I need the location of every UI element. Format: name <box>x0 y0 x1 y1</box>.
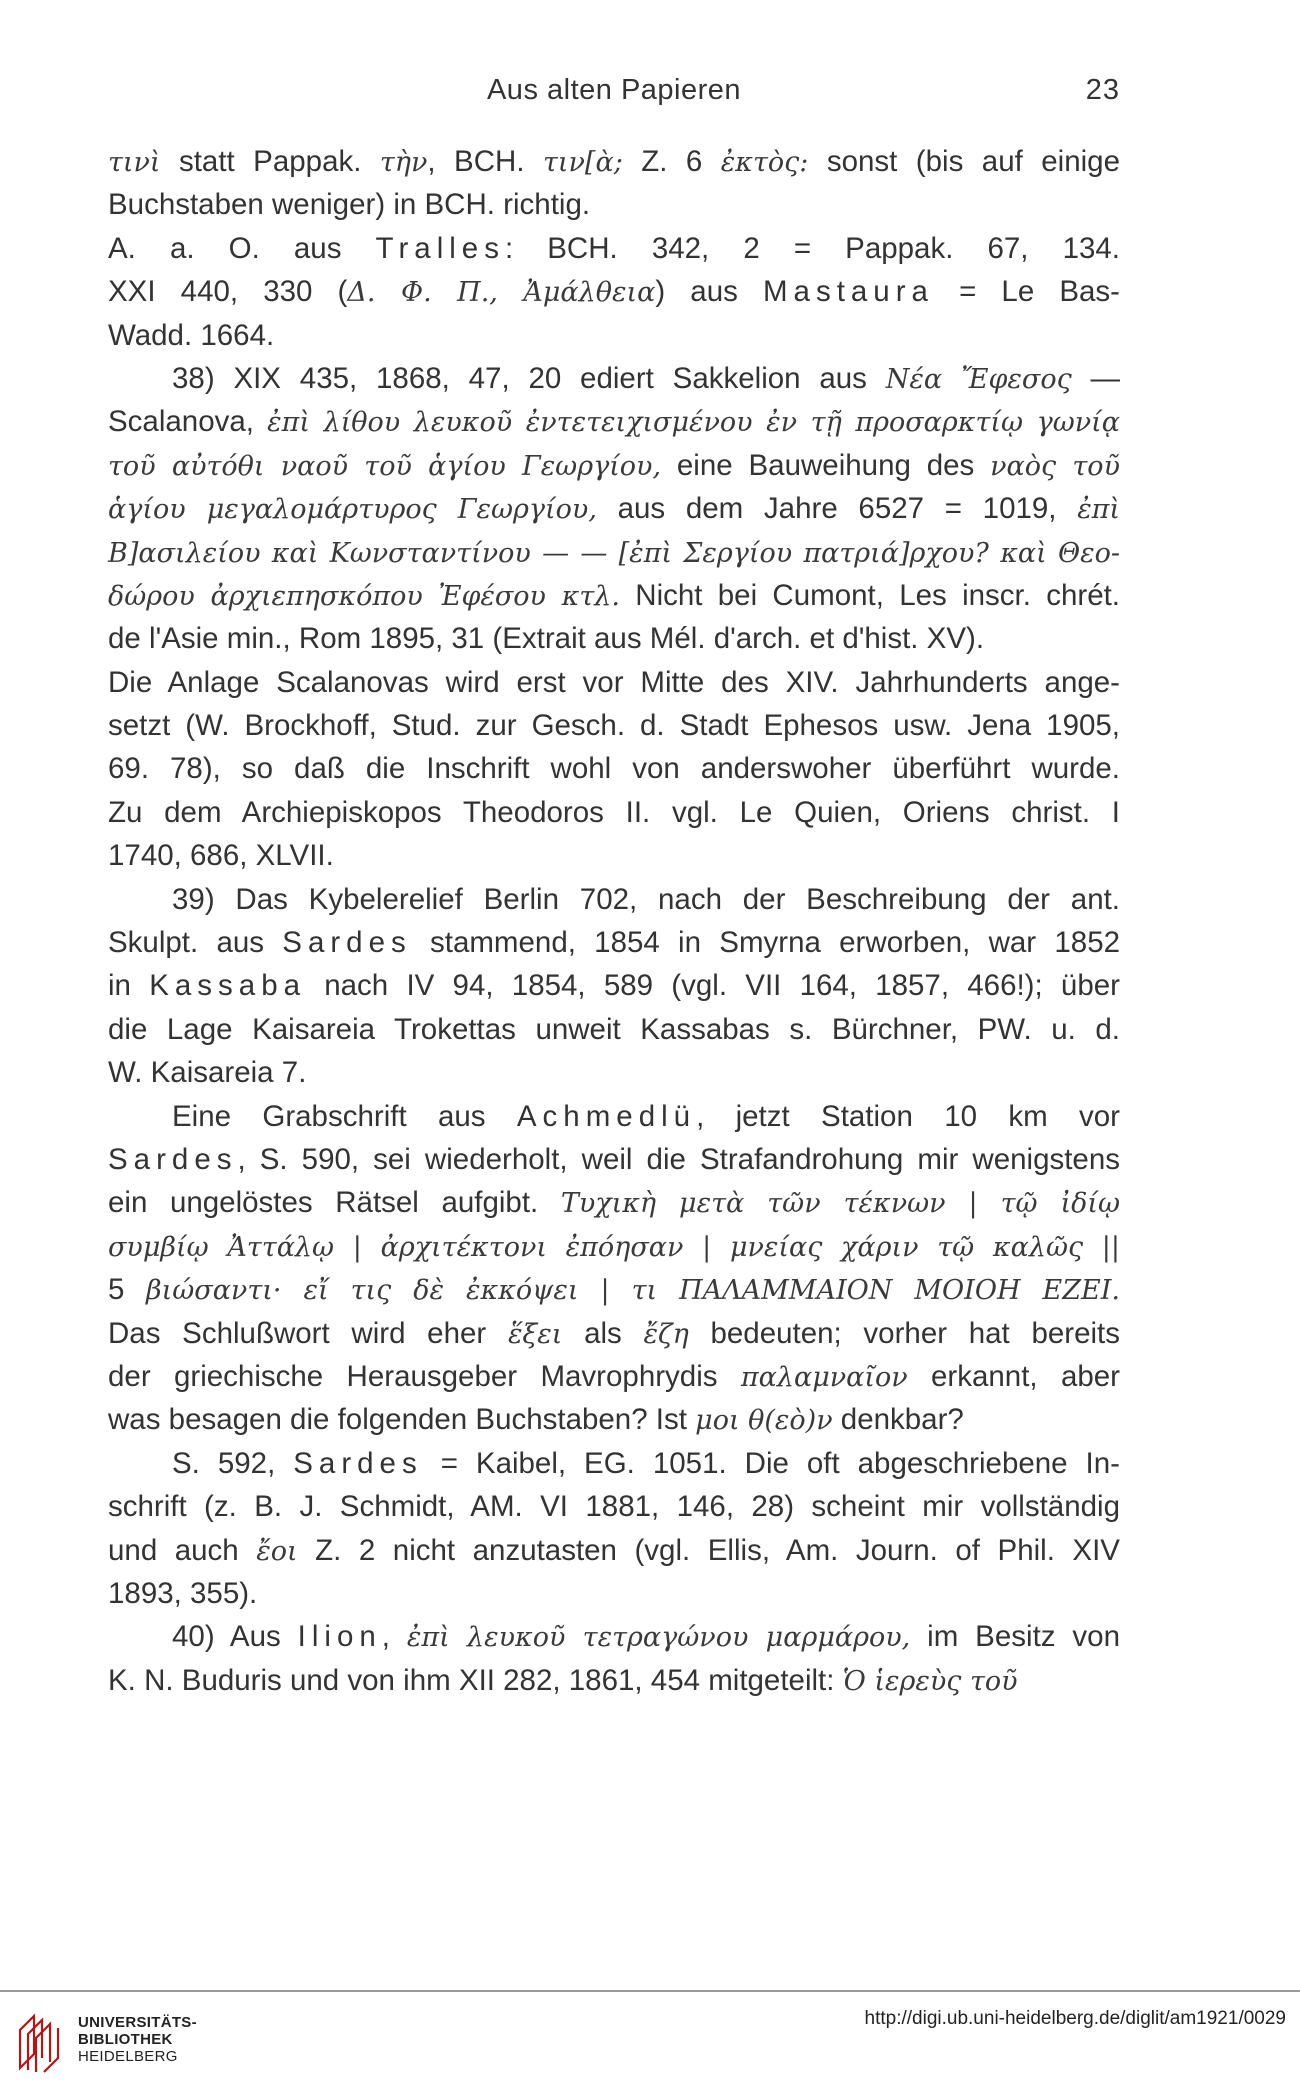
text-segment: Nicht bei Cumont, Les inscr. chrét. <box>619 578 1120 612</box>
spaced-place-name: Sardes <box>108 1142 238 1176</box>
text-segment: W. Kaisareia 7. <box>108 1056 307 1090</box>
greek-text: Νέα Ἔφεσος <box>885 363 1072 395</box>
greek-text: ἕξει <box>507 1318 563 1350</box>
text-segment: , BCH. <box>427 145 543 178</box>
text-segment: Zu dem Archiepiskopos Theodoros II. vgl. Le Quien, Oriens christ. I <box>108 795 1120 829</box>
greek-text: βιώσαντι· εἴ τις δὲ ἐκκόψει | τι ΠΑΛΑΜΜΑΙΟΝ ΜΟΙΟΗ ΕΖΕΙ. <box>146 1275 1120 1307</box>
text-segment: Skulpt. aus <box>108 926 283 960</box>
text-line <box>108 661 1120 704</box>
library-name-line: HEIDELBERG <box>78 2048 178 2065</box>
text-line <box>108 1095 1120 1138</box>
text-line <box>108 921 1120 964</box>
text-line <box>108 791 1120 834</box>
text-line <box>108 270 1120 313</box>
greek-text: μοι θ(εὸ)ν <box>695 1405 833 1437</box>
greek-text: τινὶ <box>108 147 161 178</box>
greek-text: παλαμναῖον <box>740 1361 908 1393</box>
text-segment: sonst (bis auf einige <box>808 145 1120 178</box>
text-line <box>108 531 1120 574</box>
text-segment: Eine Grabschrift aus <box>172 1099 517 1133</box>
text-line <box>108 1659 1120 1702</box>
text-line <box>108 1572 1120 1615</box>
text-segment: ) aus <box>655 275 763 309</box>
text-line <box>108 227 1120 270</box>
greek-text: συμβίῳ Ἀττάλῳ | ἀρχιτέκτονι ἐπόησαν | μνείας χάριν τῷ καλῶς || <box>108 1231 1120 1263</box>
greek-text: ἐκτὸς: <box>720 147 809 178</box>
text-segment: — <box>1071 361 1121 395</box>
text-line <box>108 617 1120 660</box>
text-segment: A. a. O. aus <box>108 231 376 265</box>
text-segment: statt Pappak. <box>160 145 380 178</box>
text-segment: = Kaibel, EG. 1051. Die oft abgeschriebene In- <box>422 1446 1120 1480</box>
text-segment: eine Bauweihung des <box>661 448 991 482</box>
text-segment: Wadd. 1664. <box>108 318 275 352</box>
text-line <box>108 834 1120 877</box>
text-segment: denkbar? <box>832 1403 964 1437</box>
text-line <box>108 1442 1120 1485</box>
text-line <box>108 747 1120 790</box>
text-segment: : BCH. 342, 2 = Pappak. 67, 134. <box>504 231 1120 265</box>
text-line <box>108 183 1120 226</box>
spaced-place-name: Kassaba <box>149 969 307 1003</box>
text-line <box>108 1138 1120 1181</box>
text-segment: , <box>381 1620 407 1654</box>
text-line <box>108 1529 1120 1572</box>
text-segment: , S. 590, sei wiederholt, weil die Strafandrohung mir wenigstens <box>237 1142 1120 1176</box>
text-line <box>108 1225 1120 1268</box>
greek-text: ἐπὶ <box>1077 494 1121 526</box>
greek-text: τιν[ὰ; <box>542 147 623 178</box>
greek-text: ναὸς τοῦ <box>990 450 1120 482</box>
text-segment: Z. 6 <box>622 145 721 178</box>
text-segment: S. 592, <box>172 1446 294 1480</box>
text-line <box>108 1485 1120 1528</box>
greek-text: ἐπὶ λευκοῦ τετραγώνου μαρμάρου, <box>406 1622 911 1654</box>
text-line <box>108 1398 1120 1441</box>
text-line <box>108 1615 1120 1658</box>
body-text <box>108 140 1120 1702</box>
university-library-logo-icon <box>14 2008 72 2074</box>
text-segment: 5 <box>108 1273 147 1307</box>
greek-text: δώρου ἀρχιεπησκόπου Ἐφέσου κτλ. <box>108 580 620 612</box>
text-segment: als <box>562 1316 644 1350</box>
text-segment: in <box>108 969 150 1003</box>
text-line <box>108 1051 1120 1094</box>
greek-text: Δ. Φ. Π., Ἀμάλθεια <box>347 277 656 309</box>
text-line <box>108 964 1120 1007</box>
text-segment: XXI 440, 330 ( <box>108 275 348 309</box>
greek-text: ἁγίου μεγαλομάρτυρος Γεωργίου, <box>108 494 597 526</box>
text-segment: stammend, 1854 in Smyrna erworben, war 1852 <box>411 926 1121 960</box>
library-name-line: BIBLIOTHEK <box>78 2031 173 2048</box>
running-header <box>108 74 1120 114</box>
source-url[interactable]: http://digi.ub.uni-heidelberg.de/diglit/am1921/0029 <box>864 2008 1286 2029</box>
text-segment: bedeuten; vorher hat bereits <box>688 1316 1120 1350</box>
greek-text: Β]ασιλείου καὶ Κωνσταντίνου — — [ἐπὶ Σεργίου πατριά]ρχου? καὶ Θεο- <box>108 537 1120 569</box>
greek-text: ἐπὶ λίθου λευκοῦ ἐντετειχισμένου ἐν τῇ προσαρκτίῳ γωνίᾳ <box>267 407 1121 439</box>
text-segment: was besagen die folgenden Buchstaben? Ist <box>108 1403 696 1437</box>
text-segment: de l'Asie min., Rom 1895, 31 (Extrait aus Mél. d'arch. et d'hist. XV). <box>108 622 985 656</box>
text-segment: 38) XIX 435, 1868, 47, 20 ediert Sakkelion aus <box>172 361 886 395</box>
text-segment: 1740, 686, XLVII. <box>108 839 334 873</box>
spaced-place-name: Sardes <box>282 926 412 960</box>
text-segment: nach IV 94, 1854, 589 (vgl. VII 164, 1857, 466!); über <box>306 969 1120 1003</box>
text-line <box>108 574 1120 617</box>
text-segment: 40) Aus <box>172 1620 298 1654</box>
text-line <box>108 487 1120 530</box>
text-line <box>108 140 1120 183</box>
text-segment: der griechische Herausgeber Mavrophrydis <box>108 1359 741 1393</box>
text-line <box>108 878 1120 921</box>
text-segment: 1893, 355). <box>108 1576 258 1610</box>
spaced-place-name: Tralles <box>375 231 505 265</box>
text-line <box>108 1355 1120 1398</box>
digitization-footer <box>0 1990 1300 2096</box>
text-segment: und auch <box>108 1533 257 1567</box>
text-segment: 39) Das Kybelerelief Berlin 702, nach der Beschreibung der ant. <box>172 882 1120 916</box>
greek-text: ἔοι <box>256 1535 298 1567</box>
greek-text: ἔζη <box>643 1318 689 1350</box>
text-line <box>108 357 1120 400</box>
text-line <box>108 444 1120 487</box>
text-segment: schrift (z. B. J. Schmidt, AM. VI 1881, 146, 28) scheint mir vollständig <box>108 1490 1120 1524</box>
text-line <box>108 1312 1120 1355</box>
spaced-place-name: Ilion <box>297 1620 382 1654</box>
text-segment: , jetzt Station 10 km vor <box>696 1099 1120 1133</box>
greek-text: τοῦ αὐτόθι ναοῦ τοῦ ἁγίου Γεωργίου, <box>108 450 662 482</box>
text-line <box>108 400 1120 443</box>
text-line <box>108 1181 1120 1224</box>
text-line <box>108 314 1120 357</box>
text-segment: Z. 2 nicht anzutasten (vgl. Ellis, Am. Journ. of Phil. XIV <box>297 1533 1120 1567</box>
greek-text: Τυχικὴ μετὰ τῶν τέκνων | τῷ ἰδίῳ <box>560 1188 1120 1220</box>
text-segment: = Le Bas- <box>933 275 1120 309</box>
text-segment: Das Schlußwort wird eher <box>108 1316 508 1350</box>
text-segment: 69. 78), so daß die Inschrift wohl von anderswoher überführt wurde. <box>108 752 1120 786</box>
spaced-place-name: Sardes <box>293 1446 423 1480</box>
text-segment: im Besitz von <box>910 1620 1120 1654</box>
text-line <box>108 1008 1120 1051</box>
text-line <box>108 704 1120 747</box>
text-segment: Die Anlage Scalanovas wird erst vor Mitte des XIV. Jahrhunderts ange- <box>108 665 1120 699</box>
running-title: Aus alten Papieren <box>486 74 742 106</box>
text-segment: ein ungelöstes Rätsel aufgibt. <box>108 1186 561 1220</box>
text-segment: Buchstaben weniger) in BCH. richtig. <box>108 188 591 222</box>
library-name-line: UNIVERSITÄTS- <box>78 2014 197 2031</box>
text-segment: setzt (W. Brockhoff, Stud. zur Gesch. d. Stadt Ephesos usw. Jena 1905, <box>108 709 1120 743</box>
text-segment: aus dem Jahre 6527 = 1019, <box>596 492 1078 526</box>
footer-divider <box>0 1990 1300 1992</box>
text-segment: die Lage Kaisareia Trokettas unweit Kassabas s. Bürchner, PW. u. d. <box>108 1012 1120 1046</box>
greek-text: Ὁ ἱερεὺς τοῦ <box>842 1665 1018 1697</box>
library-name <box>78 2014 197 2065</box>
text-segment: erkannt, aber <box>907 1359 1120 1393</box>
text-segment: K. N. Buduris und von ihm XII 282, 1861, 454 mitgeteilt: <box>108 1663 843 1697</box>
spaced-place-name: Mastaura <box>762 275 934 309</box>
page-number: 23 <box>1085 74 1120 106</box>
spaced-place-name: Achmedlü <box>516 1099 697 1133</box>
greek-text: τὴν <box>379 147 428 178</box>
text-line <box>108 1268 1120 1311</box>
text-segment: Scalanova, <box>108 405 268 439</box>
